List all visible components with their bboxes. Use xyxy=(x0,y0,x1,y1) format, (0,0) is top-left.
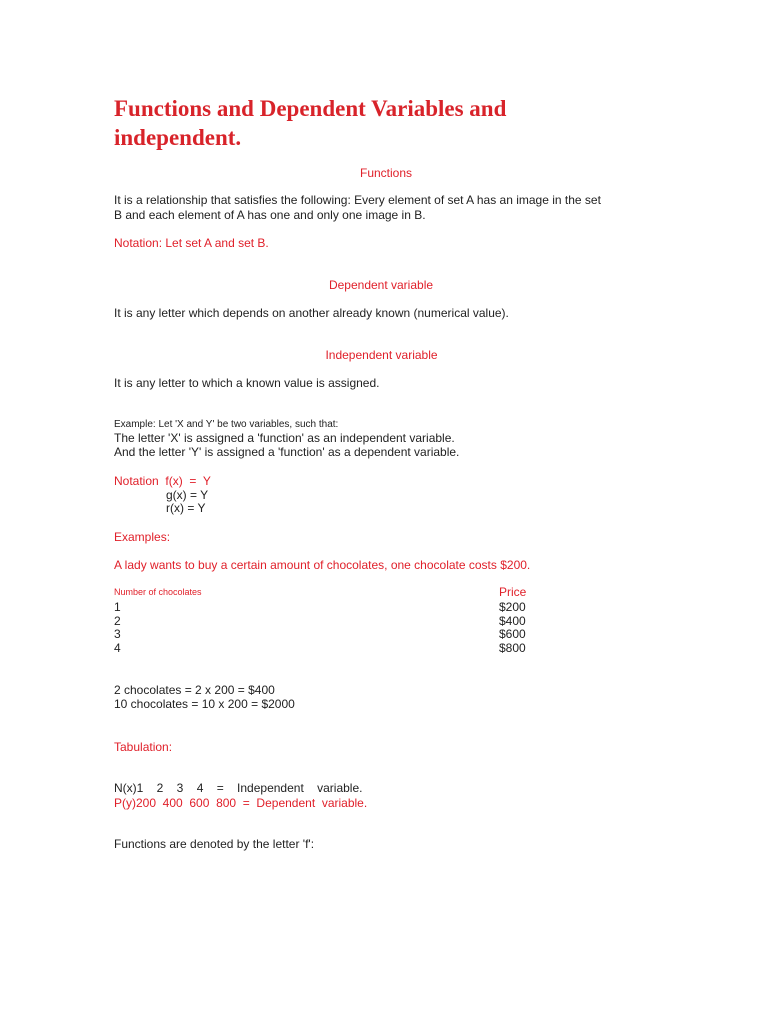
document-title: Functions and Dependent Variables and independent. xyxy=(114,96,507,150)
calculation-line-2: 10 chocolates = 10 x 200 = $2000 xyxy=(114,697,295,711)
example-intro: Example: Let 'X and Y' be two variables, such that: xyxy=(114,419,339,430)
dependent-heading: Dependent variable xyxy=(328,278,434,292)
example-line-2: And the letter 'Y' is assigned a 'function' as a dependent variable. xyxy=(114,445,460,459)
functions-heading: Functions xyxy=(359,166,413,180)
column-header-price: Price xyxy=(499,585,527,599)
table-cell-price: $600 xyxy=(499,627,526,641)
table-cell-price: $800 xyxy=(499,641,526,655)
examples-heading: Examples: xyxy=(114,530,171,544)
example-line-1: The letter 'X' is assigned a 'function' as an independent variable. xyxy=(114,431,455,445)
notation-r: r(x) = Y xyxy=(166,501,206,515)
independent-definition: It is any letter to which a known value is assigned. xyxy=(114,376,380,390)
table-cell-count: 1 xyxy=(114,600,121,614)
table-cell-count: 4 xyxy=(114,641,121,655)
problem-statement: A lady wants to buy a certain amount of chocolates, one chocolate costs $200. xyxy=(114,558,531,572)
independent-heading: Independent variable xyxy=(325,348,438,362)
table-cell-price: $400 xyxy=(499,614,526,628)
column-header-number: Number of chocolates xyxy=(114,587,202,597)
functions-definition: It is a relationship that satisfies the following: Every element of set A has an image in the set B and each element of A has one and only one image in B. xyxy=(114,193,601,222)
table-cell-price: $200 xyxy=(499,600,526,614)
dependent-definition: It is any letter which depends on another already known (numerical value). xyxy=(114,306,509,320)
calculation-line-1: 2 chocolates = 2 x 200 = $400 xyxy=(114,683,275,697)
table-cell-count: 2 xyxy=(114,614,121,628)
table-cell-count: 3 xyxy=(114,627,121,641)
notation-functions-label: Notation f(x) = Y xyxy=(114,474,211,488)
notation-sets: Notation: Let set A and set B. xyxy=(114,236,269,250)
tabulation-independent-line: N(x)1 2 3 4 = Independent variable. xyxy=(114,781,363,795)
tabulation-dependent-line: P(y)200 400 600 800 = Dependent variable. xyxy=(114,796,368,810)
closing-statement: Functions are denoted by the letter 'f': xyxy=(114,837,315,851)
tabulation-heading: Tabulation: xyxy=(114,740,173,754)
notation-g: g(x) = Y xyxy=(166,488,209,502)
